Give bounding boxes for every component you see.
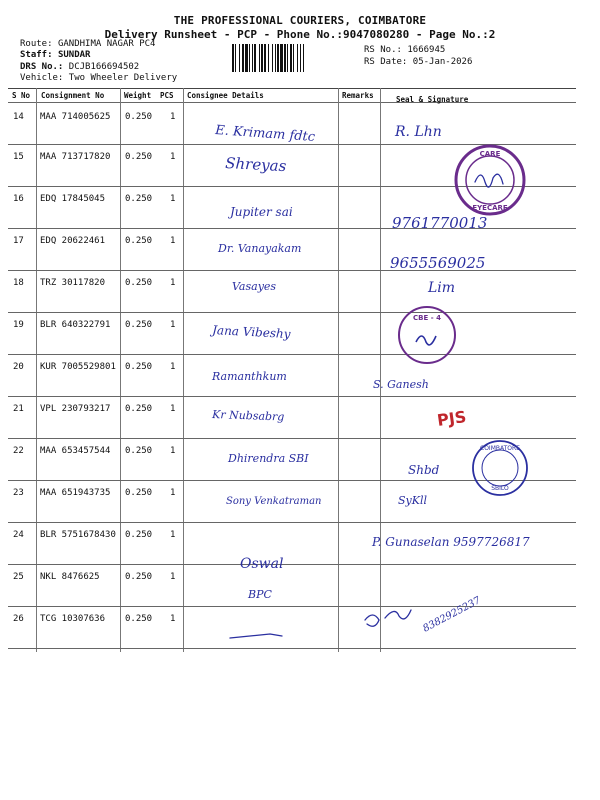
row-sno: 17 (13, 236, 24, 246)
row-consignment: NKL 8476625 (40, 572, 100, 582)
hand-sign-23: SyKll (398, 494, 428, 507)
rs-no-value: 1666945 (407, 45, 446, 55)
hand-consignee-14: E. Krimam fdtc (214, 123, 316, 145)
hand-consignee-18: Vasayes (232, 280, 277, 293)
route-line (20, 39, 155, 49)
row-sno: 23 (13, 488, 24, 498)
rs-date-line (364, 57, 472, 67)
row-consignment: BLR 5751678430 (40, 530, 116, 540)
staff-line (20, 50, 90, 60)
hand-consignee-16: Jupiter sai (230, 205, 293, 219)
row-sno: 22 (13, 446, 24, 456)
row-pcs: 1 (170, 194, 176, 204)
row-pcs: 1 (170, 488, 176, 498)
row-pcs: 1 (170, 112, 176, 122)
row-consignment: MAA 653457544 (40, 446, 111, 456)
table-top-border (8, 88, 576, 89)
row-sno: 25 (13, 572, 24, 582)
row-weight: 0.250 (125, 320, 153, 330)
col-sno: S No (12, 91, 31, 100)
row-pcs: 1 (170, 236, 176, 246)
row-pcs: 1 (170, 362, 176, 372)
row-sno: 19 (13, 320, 24, 330)
barcode (232, 44, 360, 72)
row-consignment: EDQ 17845045 (40, 194, 106, 204)
staff-label: Staff: (20, 50, 53, 60)
route-value: GANDHIMA NAGAR PC4 (57, 39, 156, 49)
vehicle-label: Vehicle: (20, 73, 64, 83)
vehicle-value: Two Wheeler Delivery (68, 73, 178, 83)
hand-consignee-23: Sony Venkatraman (226, 496, 322, 507)
hand-sign-20: S. Ganesh (373, 378, 429, 391)
row-pcs: 1 (170, 278, 176, 288)
col-seal: Seal & Signature (396, 95, 469, 104)
col-divider (36, 88, 37, 652)
hand-consignee-22: Dhirendra SBI (228, 452, 309, 465)
stamp2-top-text: CBE - 4 (413, 314, 441, 322)
row-consignment: TRZ 30117820 (40, 278, 106, 288)
row-consignment: TCG 10307636 (40, 614, 106, 624)
row-consignment: EDQ 20622461 (40, 236, 106, 246)
row-consignment: KUR 7005529801 (40, 362, 116, 372)
row-consignment: MAA 651943735 (40, 488, 111, 498)
hand-sign-14: R. Lhn (395, 124, 442, 140)
row-sno: 16 (13, 194, 24, 204)
stamp1-top-text: CARE (479, 150, 501, 158)
hand-scribble-26 (230, 634, 282, 638)
row-weight: 0.250 (125, 362, 153, 372)
staff-value: SUNDAR (57, 50, 91, 60)
drs-value: DCJB166694502 (68, 62, 140, 72)
hand-sign-21: PJS (435, 407, 468, 430)
stamp3-bottom-text: SBILO (491, 485, 509, 492)
stamp3-top-text: COIMBATORE (480, 445, 520, 452)
row-pcs: 1 (170, 404, 176, 414)
row-weight: 0.250 (125, 152, 153, 162)
rs-no-label: RS No.: (364, 45, 402, 55)
stamp2-signature (416, 336, 436, 345)
hand-sign-16: 9761770013 (392, 214, 488, 232)
rs-date-value: 05-Jan-2026 (412, 57, 473, 67)
row-consignment: MAA 713717820 (40, 152, 111, 162)
row-sno: 15 (13, 152, 24, 162)
stamp1-bottom-text: EYECARE (472, 204, 508, 212)
hand-consignee-21: Kr Nubsabrg (211, 408, 285, 424)
row-consignment: BLR 640322791 (40, 320, 111, 330)
col-consignee: Consignee Details (187, 91, 264, 100)
row-pcs: 1 (170, 572, 176, 582)
hand-scribble-26b (365, 610, 411, 626)
row-weight: 0.250 (125, 488, 153, 498)
row-sno: 24 (13, 530, 24, 540)
row-consignment: MAA 714005625 (40, 112, 111, 122)
sbi-stamp (468, 436, 532, 500)
hand-consignee-17: Dr. Vanayakam (218, 242, 302, 255)
row-consignment: VPL 230793217 (40, 404, 111, 414)
row-weight: 0.250 (125, 614, 153, 624)
col-consignment: Consignment No (41, 91, 105, 100)
route-label: Route: (20, 39, 53, 49)
drs-label: DRS No.: (20, 62, 64, 72)
cbe-stamp (392, 300, 462, 370)
hand-sign-18: Lim (428, 280, 456, 296)
col-pcs: PCS (160, 91, 174, 100)
row-sno: 20 (13, 362, 24, 372)
row-pcs: 1 (170, 530, 176, 540)
col-remarks: Remarks (342, 91, 374, 100)
hand-sign-22: Shbd (408, 463, 440, 477)
row-weight: 0.250 (125, 278, 153, 288)
row-sno: 14 (13, 112, 24, 122)
hand-consignee-24: Oswal (240, 556, 284, 572)
stamp1-signature (475, 174, 503, 187)
row-weight: 0.250 (125, 446, 153, 456)
row-pcs: 1 (170, 446, 176, 456)
rs-no-line (364, 45, 445, 55)
rs-date-label: RS Date: (364, 57, 408, 67)
hand-consignee-15: Shreyas (224, 154, 287, 176)
hand-sign-24: P. Gunaselan 9597726817 (372, 535, 530, 549)
eyecare-stamp (445, 140, 535, 230)
handwriting-layer (180, 100, 600, 660)
row-weight: 0.250 (125, 572, 153, 582)
hand-consignee-19: Jana Vibeshy (211, 323, 291, 342)
row-pcs: 1 (170, 320, 176, 330)
row-pcs: 1 (170, 152, 176, 162)
hand-consignee-20: Ramanthkum (212, 370, 287, 383)
row-weight: 0.250 (125, 112, 153, 122)
row-sno: 26 (13, 614, 24, 624)
hand-consignee-25: BPC (248, 588, 272, 601)
row-weight: 0.250 (125, 530, 153, 540)
col-weight: Weight (124, 91, 152, 100)
vehicle-line (20, 73, 177, 83)
row-weight: 0.250 (125, 236, 153, 246)
hand-sign-17: 9655569025 (390, 254, 486, 272)
drs-line (20, 62, 139, 72)
col-divider (120, 88, 121, 652)
company-title: THE PROFESSIONAL COURIERS, COIMBATORE (173, 14, 427, 27)
row-sno: 21 (13, 404, 24, 414)
row-sno: 18 (13, 278, 24, 288)
runsheet-subtitle: Delivery Runsheet - PCP - Phone No.:9047080280 - Page No.:2 (104, 28, 496, 41)
row-pcs: 1 (170, 614, 176, 624)
row-weight: 0.250 (125, 404, 153, 414)
hand-sign-25: 8382925237 (421, 595, 483, 635)
row-weight: 0.250 (125, 194, 153, 204)
